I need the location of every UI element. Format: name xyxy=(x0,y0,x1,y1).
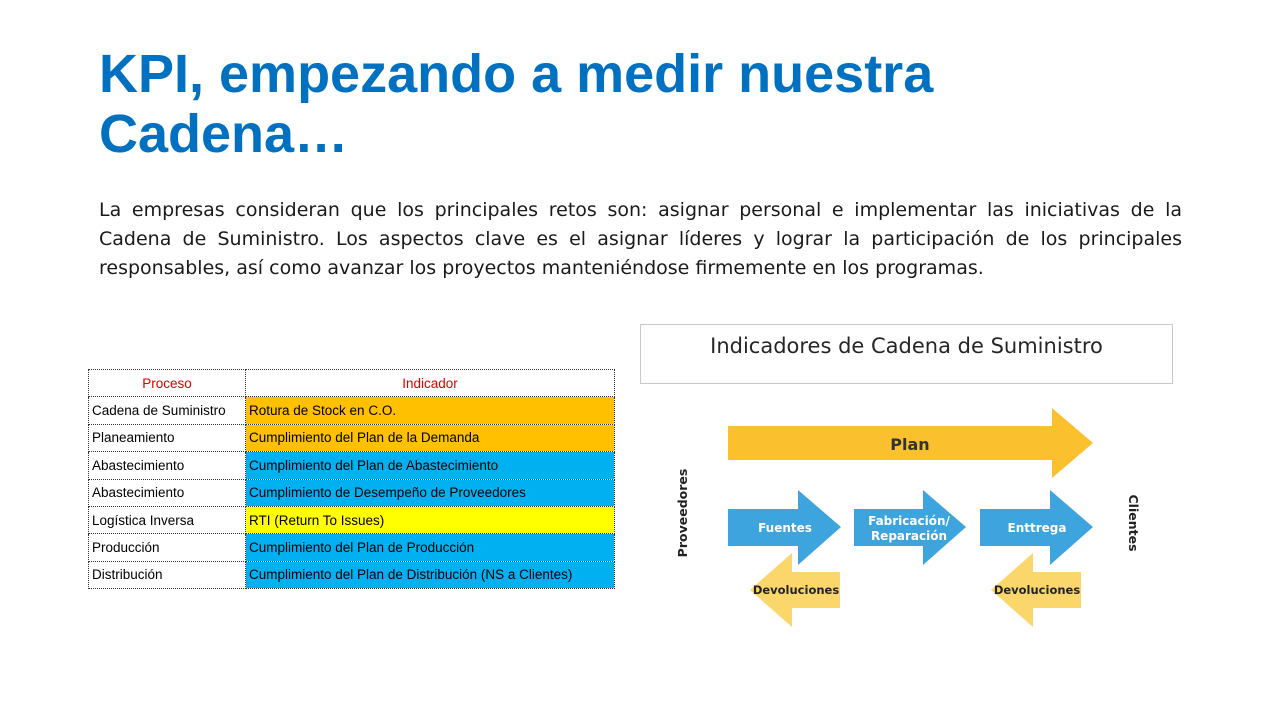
header-process: Proceso xyxy=(89,370,246,397)
proveedores-label: Proveedores xyxy=(675,468,690,558)
indicator-cell: Cumplimiento del Plan de la Demanda xyxy=(246,424,615,451)
table-row xyxy=(89,424,615,451)
supply-chain-diagram xyxy=(640,395,1160,635)
process-cell: Planeamiento xyxy=(89,424,246,451)
plan-label: Plan xyxy=(890,435,930,454)
indicator-cell: Cumplimiento de Desempeño de Proveedores xyxy=(246,479,615,506)
kpi-table-header-row xyxy=(89,370,615,397)
process-cell: Cadena de Suministro xyxy=(89,397,246,424)
process-cell: Abastecimiento xyxy=(89,479,246,506)
slide-title: KPI, empezando a medir nuestra Cadena… xyxy=(99,44,934,164)
indicator-cell: Cumplimiento del Plan de Producción xyxy=(246,534,615,561)
kpi-table xyxy=(88,369,615,589)
indicator-cell: Cumplimiento del Plan de Abastecimiento xyxy=(246,452,615,479)
indicator-cell: RTI (Return To Issues) xyxy=(246,506,615,533)
header-indicator: Indicador xyxy=(246,370,615,397)
table-row xyxy=(89,452,615,479)
table-row xyxy=(89,534,615,561)
table-row xyxy=(89,479,615,506)
table-row xyxy=(89,561,615,588)
diagram-title: Indicadores de Cadena de Suministro xyxy=(710,334,1103,358)
fuentes-label: Fuentes xyxy=(758,521,812,535)
process-cell: Distribución xyxy=(89,561,246,588)
fabricacion-label-line1: Fabricación/ xyxy=(868,514,950,528)
diagram-title-box xyxy=(640,324,1173,384)
table-row xyxy=(89,506,615,533)
process-cell: Logística Inversa xyxy=(89,506,246,533)
indicator-cell: Cumplimiento del Plan de Distribución (NS a Clientes) xyxy=(246,561,615,588)
process-cell: Producción xyxy=(89,534,246,561)
fabricacion-label-line2: Reparación xyxy=(870,529,948,543)
process-cell: Abastecimiento xyxy=(89,452,246,479)
devoluciones-label-right: Devoluciones xyxy=(993,583,1081,597)
devoluciones-label-left: Devoluciones xyxy=(752,583,840,597)
entrega-label: Enttrega xyxy=(1007,521,1067,535)
table-row xyxy=(89,397,615,424)
indicator-cell: Rotura de Stock en C.O. xyxy=(246,397,615,424)
clientes-label: Clientes xyxy=(1126,494,1141,552)
intro-paragraph: La empresas consideran que los principales retos son: asignar personal e implementar las iniciativas de la Cadena de Suministro. Los aspectos clave es el asignar líderes y lograr la participación de los principales responsables, así como avanzar los proyectos manteniéndose firmemente en los programas. xyxy=(99,199,1182,279)
